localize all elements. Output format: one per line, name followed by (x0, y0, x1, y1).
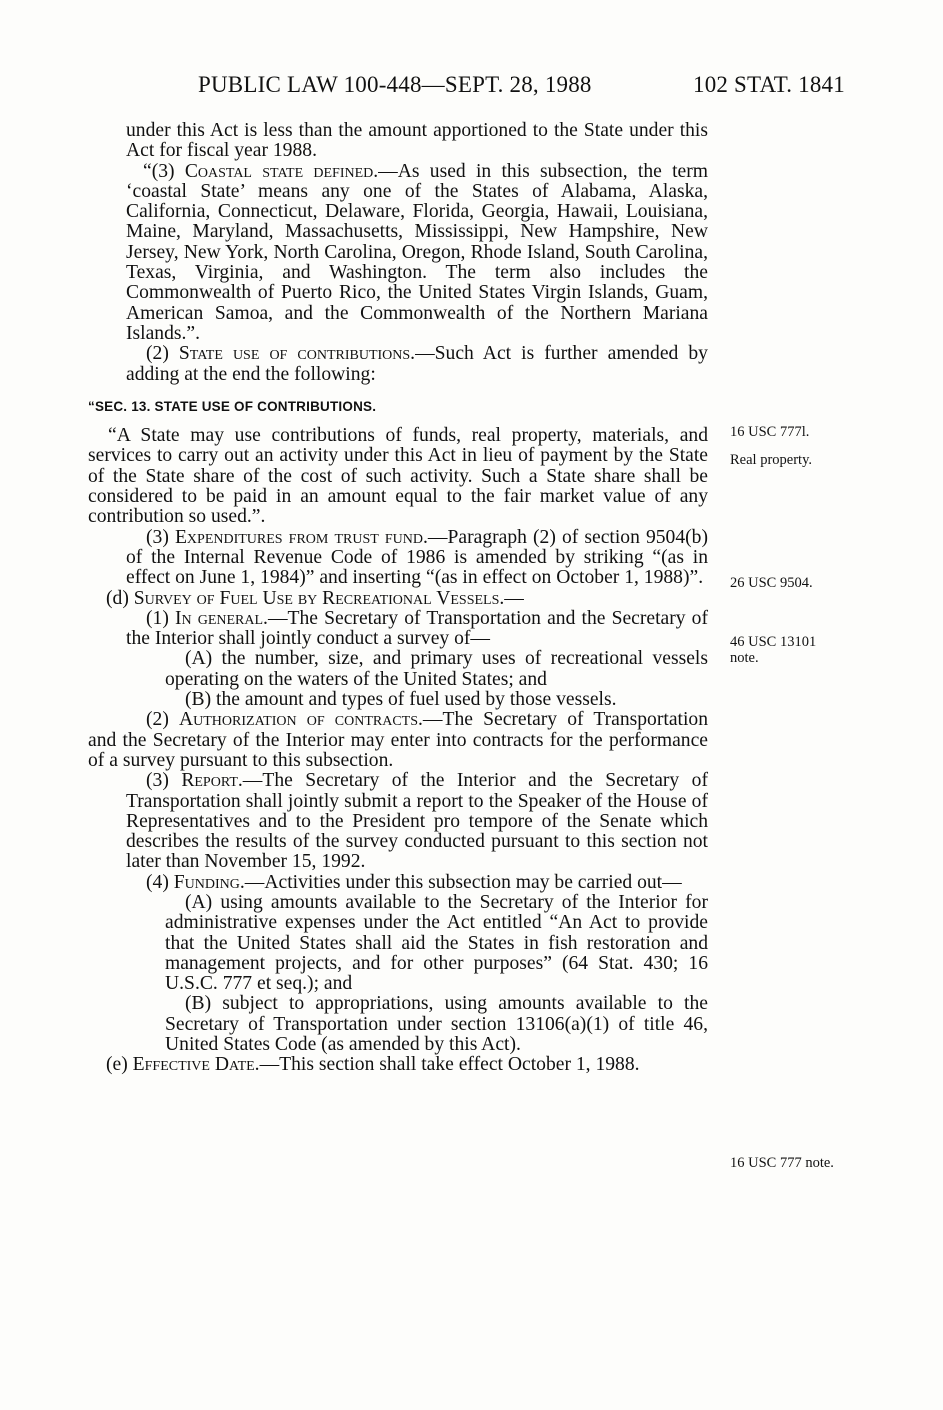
margin-note: 26 USC 9504. (730, 575, 813, 591)
heading-survey: Survey of Fuel Use by Recreational Vessels. (133, 587, 505, 609)
paragraph-state-use: (2) State use of contributions.—Such Act is further amended by adding at the end the following: (126, 343, 708, 385)
subparagraph-a: (A) the number, size, and primary uses of recreational vessels operating on the waters of the United States; and (165, 648, 708, 690)
paragraph-continued: under this Act is less than the amount apportioned to the State under this Act for fiscal year 1988. (126, 120, 708, 162)
paragraph-survey: (d) Survey of Fuel Use by Recreational Vessels.— (106, 587, 524, 609)
heading-authorization: Authorization of contracts. (179, 709, 423, 731)
heading-funding: Funding. (173, 871, 245, 893)
heading-effective-date: Effective Date. (132, 1054, 260, 1076)
subparagraph-b: (B) the amount and types of fuel used by those vessels. (185, 689, 617, 711)
margin-note: note. (730, 650, 759, 666)
heading-expenditures: Expenditures from trust fund. (174, 526, 428, 548)
page-number: 102 STAT. 1841 (693, 72, 845, 97)
paragraph-coastal-state: “(3) Coastal state defined.—As used in this subsection, the term ‘coastal State’ means any one of the States of Alabama, Alaska, California, Connecticut, Delaware, Florida, Georgia, Hawaii, Louisiana, Maine, Maryland, Massachusetts, Mississippi, New Hampshire, New Jersey, New York, North Carolina, Oregon, Rhode Island, South Carolina, Texas, Virginia, and Washington. The term also includes the Commonwealth of Puerto Rico, the United States Virgin Islands, Guam, American Samoa, and the Commonwealth of the Northern Mariana Islands.”. (126, 160, 708, 344)
heading-report: Report. (181, 770, 243, 792)
margin-note: 16 USC 777 note. (730, 1155, 834, 1171)
funding-subparagraph-b: (B) subject to appropriations, using amounts available to the Secretary of Transportation under section 13106(a)(1) of title 46, United States Code (as amended by this Act). (165, 993, 708, 1056)
paragraph-in-general: (1) In general.—The Secretary of Transportation and the Secretary of the Interior shall jointly conduct a survey of— (126, 607, 708, 650)
paragraph-authorization: (2) Authorization of contracts.—The Secretary of Transportation and the Secretary of the Interior may enter into contracts for the performance of a survey pursuant to this subsection. (88, 709, 709, 771)
margin-note: 16 USC 777l. (730, 424, 810, 440)
paragraph-report: (3) Report.—The Secretary of the Interior and the Secretary of Transportation shall jointly submit a report to the Speaker of the House of Representatives and to the President pro tempore of the Senate which describes the results of the survey conducted pursuant to this section not later than November 15, 1992. (126, 770, 708, 873)
heading-state-use: State use of contributions. (178, 343, 416, 365)
paragraph-sec13-text: “A State may use contributions of funds, real property, materials, and services to carry out an activity under this Act in lieu of payment by the State of the State share of the cost of such activity. Such a State share shall be considered to be paid in an amount equal to the fair market value of any contribution so used.”. (88, 425, 708, 528)
document-body (88, 121, 708, 1076)
running-header-left: PUBLIC LAW 100-448—SEPT. 28, 1988 (198, 72, 592, 97)
margin-note: 46 USC 13101 (730, 634, 817, 650)
paragraph-expenditures: (3) Expenditures from trust fund.—Paragraph (2) of section 9504(b) of the Internal Revenue Code of 1986 is amended by striking “(as in effect on June 1, 1984)” and inserting “(as in effect on October 1, 1988)”. (126, 526, 708, 589)
paragraph-effective-date: (e) Effective Date.—This section shall take effect October 1, 1988. (106, 1054, 640, 1076)
heading-in-general: In general. (174, 607, 268, 629)
heading-coastal-state: Coastal state defined. (184, 160, 379, 182)
margin-note: Real property. (730, 452, 813, 468)
paragraph-funding: (4) Funding.—Activities under this subsection may be carried out— (146, 871, 682, 893)
funding-subparagraph-a: (A) using amounts available to the Secretary of the Interior for administrative expenses under the Act entitled “An Act to provide that the United States shall aid the States in fish restoration and management projects, and for other purposes” (64 Stat. 430; 16 U.S.C. 777 et seq.); and (165, 891, 708, 995)
section-heading: “SEC. 13. STATE USE OF CONTRIBUTIONS. (88, 398, 377, 414)
